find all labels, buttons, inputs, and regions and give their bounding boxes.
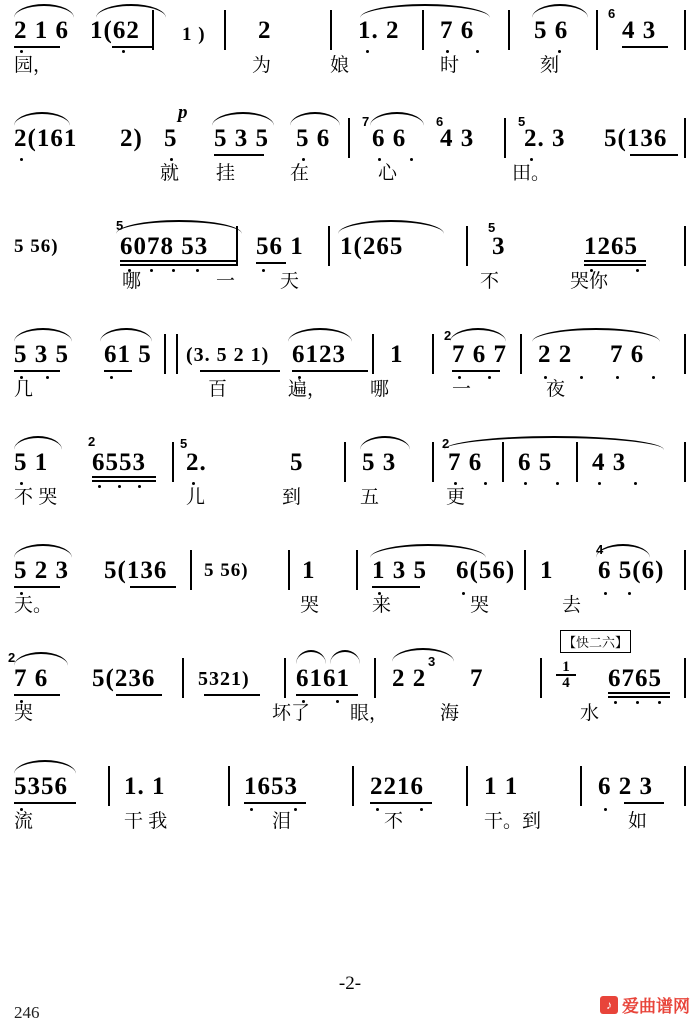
barline xyxy=(182,658,184,698)
barline xyxy=(432,334,434,374)
accidental-marker: 2 xyxy=(88,434,96,449)
beam-line xyxy=(296,694,358,696)
barline xyxy=(520,334,522,374)
accidental-marker: 2 xyxy=(8,650,16,665)
beam-line xyxy=(120,264,238,266)
beam-line xyxy=(452,370,500,372)
note-group: 5(136 xyxy=(604,125,668,152)
slur-arc xyxy=(532,4,588,18)
lyric-text: 不 哭 xyxy=(14,487,58,508)
note-group: 1(62 xyxy=(90,17,140,44)
barline xyxy=(684,658,686,698)
lyric-text: 更 xyxy=(446,487,466,508)
octave-dot xyxy=(170,158,173,161)
note-group: 7 6 xyxy=(440,17,475,44)
notes-row xyxy=(0,540,700,594)
note-group: 1. 2 xyxy=(358,17,400,44)
music-system xyxy=(0,216,700,324)
lyric-text: 泪 xyxy=(272,811,292,832)
note-group: 5 xyxy=(164,125,178,152)
accidental-marker: 3 xyxy=(428,654,436,669)
lyric-text: 流 xyxy=(14,811,34,832)
note-group: 5 6 xyxy=(534,17,569,44)
music-system xyxy=(0,432,700,540)
beam-line xyxy=(130,586,176,588)
lyric-text: 哭你 xyxy=(570,271,609,292)
slur-arc xyxy=(14,112,70,126)
beam-line xyxy=(200,370,280,372)
barline xyxy=(328,226,330,266)
barline xyxy=(684,550,686,590)
beam-line xyxy=(256,262,286,264)
beam-line xyxy=(92,480,156,482)
music-system xyxy=(0,0,700,108)
beam-line xyxy=(116,694,162,696)
note-group: 5(236 xyxy=(92,665,156,692)
lyric-text: 夜 xyxy=(546,379,566,400)
note-group: 6(56) xyxy=(456,557,516,584)
lyric-text: 哭 xyxy=(470,595,490,616)
beam-line xyxy=(292,370,368,372)
lyric-text: 一 xyxy=(216,271,236,292)
slur-arc xyxy=(14,544,72,558)
beam-line xyxy=(608,696,670,698)
slur-arc xyxy=(338,220,444,234)
octave-dot xyxy=(598,482,601,485)
lyric-text: 哭 xyxy=(14,703,34,724)
note-group: 6 5(6) xyxy=(598,557,665,584)
dynamic-marking: p xyxy=(178,102,188,123)
barline xyxy=(596,10,598,50)
meter-denominator: 4 xyxy=(556,674,576,690)
beam-line xyxy=(244,802,306,804)
octave-dot xyxy=(446,50,449,53)
note-group: 5 6 xyxy=(296,125,331,152)
beam-line xyxy=(92,476,156,478)
barline xyxy=(374,658,376,698)
lyric-text: 田。 xyxy=(512,163,551,184)
beam-line xyxy=(14,694,60,696)
slur-arc xyxy=(360,436,410,450)
lyric-text: 哪 xyxy=(370,379,390,400)
lyric-row xyxy=(0,270,700,300)
octave-dot xyxy=(476,50,479,53)
notes-row xyxy=(0,432,700,486)
lyric-text: 天 xyxy=(280,271,300,292)
lyric-text: 遍， xyxy=(288,379,327,400)
lyric-row xyxy=(0,594,700,624)
note-group: 7 6 xyxy=(448,449,483,476)
barline xyxy=(344,442,346,482)
lyric-text: 不 xyxy=(384,811,404,832)
note-group: 5 xyxy=(290,449,304,476)
note-group: 5 2 3 xyxy=(14,557,69,584)
lyric-text: 哪 xyxy=(122,271,142,292)
lyric-text: 如 xyxy=(628,811,648,832)
lyric-row xyxy=(0,486,700,516)
note-group: 2 2 xyxy=(538,341,573,368)
barline xyxy=(684,10,686,50)
lyric-text: 天。 xyxy=(14,595,53,616)
note-group: 6553 xyxy=(92,449,146,476)
slur-arc xyxy=(370,112,424,126)
note-group: 5 1 xyxy=(14,449,49,476)
barline xyxy=(176,334,178,374)
beam-line xyxy=(120,260,238,262)
barline xyxy=(576,442,578,482)
accidental-marker: 5 xyxy=(488,220,496,235)
notes-row xyxy=(0,635,700,702)
slur-arc xyxy=(100,328,152,342)
barline xyxy=(684,334,686,374)
slur-arc xyxy=(288,328,352,342)
lyric-text: 一 xyxy=(452,379,472,400)
beam-line xyxy=(14,802,76,804)
accidental-marker: 6 xyxy=(436,114,444,129)
accidental-marker: 2 xyxy=(444,328,452,343)
barline xyxy=(356,550,358,590)
note-group: 6 5 xyxy=(518,449,553,476)
accidental-marker: 4 xyxy=(596,542,604,557)
lyric-row xyxy=(0,378,700,408)
lyric-text: 园， xyxy=(14,55,53,76)
note-group: 6161 xyxy=(296,665,350,692)
lyric-text: 眼， xyxy=(350,703,389,724)
barline xyxy=(372,334,374,374)
lyric-text: 百 xyxy=(208,379,228,400)
note-group: 3 xyxy=(492,233,506,260)
slur-arc xyxy=(212,112,274,126)
barline xyxy=(466,226,468,266)
tempo-marking: 【快二六】 xyxy=(560,630,631,653)
notes-row xyxy=(0,324,700,378)
note-group: 6 6 xyxy=(372,125,407,152)
barline xyxy=(432,442,434,482)
octave-dot xyxy=(558,50,561,53)
lyric-text: 干 我 xyxy=(124,811,168,832)
beam-line xyxy=(214,154,264,156)
note-group: 6 2 3 xyxy=(598,773,653,800)
note-group: 5 56) xyxy=(204,560,249,581)
beam-line xyxy=(584,264,646,266)
note-group: (3. 5 2 1) xyxy=(186,344,270,366)
watermark-text: 爱曲谱网 xyxy=(622,997,690,1016)
octave-dot xyxy=(122,50,125,53)
barline xyxy=(224,10,226,50)
note-group: 5 3 xyxy=(362,449,397,476)
octave-dot xyxy=(524,482,527,485)
note-group: 1. 1 xyxy=(124,773,166,800)
slur-arc xyxy=(370,544,486,558)
music-system xyxy=(0,102,700,216)
notes-row xyxy=(0,102,700,162)
lyric-text: 时 xyxy=(440,55,460,76)
lyric-text: 不 xyxy=(480,271,500,292)
slur-arc xyxy=(360,4,490,18)
beam-line xyxy=(204,694,260,696)
beam-line xyxy=(104,370,132,372)
octave-dot xyxy=(378,158,381,161)
beam-line xyxy=(14,586,60,588)
lyric-text: 儿 xyxy=(186,487,206,508)
lyric-row xyxy=(0,54,700,84)
note-group: 7 6 7 xyxy=(452,341,507,368)
accidental-marker: 7 xyxy=(362,114,370,129)
barline xyxy=(352,766,354,806)
notes-row xyxy=(0,216,700,270)
note-group: 4 3 xyxy=(440,125,475,152)
lyric-row xyxy=(0,810,700,840)
slur-arc xyxy=(14,328,72,342)
music-note-icon: ♪ xyxy=(600,996,618,1014)
note-group: 5 56) xyxy=(14,236,59,257)
music-system xyxy=(0,324,700,432)
slur-arc xyxy=(14,760,76,774)
octave-dot xyxy=(634,482,637,485)
beam-line xyxy=(584,260,646,262)
note-group: 5 3 5 xyxy=(14,341,69,368)
note-group: 1 1 xyxy=(484,773,519,800)
barline xyxy=(540,658,542,698)
octave-dot xyxy=(484,482,487,485)
note-group: 5 3 5 xyxy=(214,125,269,152)
lyric-text: 为 xyxy=(252,55,272,76)
barline xyxy=(228,766,230,806)
slur-arc xyxy=(116,220,242,234)
octave-dot xyxy=(20,482,23,485)
barline xyxy=(152,10,154,50)
note-group: 2. 3 xyxy=(524,125,566,152)
lyric-text: 心 xyxy=(378,163,398,184)
barline xyxy=(190,550,192,590)
notes-row xyxy=(0,756,700,810)
barline xyxy=(684,226,686,266)
lyric-text: 来 xyxy=(372,595,392,616)
octave-dot xyxy=(366,50,369,53)
corner-page-number: 246 xyxy=(14,1003,40,1022)
slur-arc xyxy=(392,648,454,662)
site-watermark xyxy=(600,992,690,1017)
note-group: 4 3 xyxy=(622,17,657,44)
barline xyxy=(164,334,166,374)
meter-numerator: 1 xyxy=(562,659,570,675)
beam-line xyxy=(14,370,60,372)
note-group: 5321) xyxy=(198,668,250,690)
lyric-text: 挂 xyxy=(216,163,236,184)
barline xyxy=(330,10,332,50)
lyric-text: 水 xyxy=(580,703,600,724)
accidental-marker: 6 xyxy=(608,6,616,21)
slur-arc xyxy=(444,436,664,450)
lyric-text: 哭 xyxy=(300,595,320,616)
accidental-marker: 5 xyxy=(116,218,124,233)
note-group: 7 6 xyxy=(14,665,49,692)
lyric-text: 就 xyxy=(160,163,180,184)
octave-dot xyxy=(556,482,559,485)
slur-arc xyxy=(290,112,340,126)
barline xyxy=(684,118,686,158)
lyric-text: 到 xyxy=(282,487,302,508)
lyric-text: 坏了 xyxy=(272,703,311,724)
notes-row xyxy=(0,0,700,54)
octave-dot xyxy=(410,158,413,161)
barline xyxy=(504,118,506,158)
beam-line xyxy=(608,692,670,694)
octave-dot xyxy=(20,50,23,53)
note-group: 61 5 xyxy=(104,341,152,368)
lyric-text: 海 xyxy=(440,703,460,724)
note-group: 5(136 xyxy=(104,557,168,584)
slur-arc xyxy=(14,652,68,666)
note-group: 1 3 5 xyxy=(372,557,427,584)
accidental-marker: 2 xyxy=(442,436,450,451)
slur-arc xyxy=(296,650,326,664)
note-group: 1 xyxy=(390,341,404,368)
accidental-marker: 5 xyxy=(180,436,188,451)
note-group: 4 3 xyxy=(592,449,627,476)
barline xyxy=(284,658,286,698)
note-group: 5356 xyxy=(14,773,68,800)
barline xyxy=(236,226,238,266)
barline xyxy=(288,550,290,590)
note-group: 7 6 xyxy=(610,341,645,368)
lyric-text: 娘 xyxy=(330,55,350,76)
slur-arc xyxy=(14,436,62,450)
barline xyxy=(684,442,686,482)
beam-line xyxy=(372,586,420,588)
barline xyxy=(502,442,504,482)
note-group: 1 xyxy=(540,557,554,584)
note-group: 1 xyxy=(302,557,316,584)
barline xyxy=(684,766,686,806)
barline xyxy=(172,442,174,482)
music-system xyxy=(0,635,700,756)
note-group: 2) xyxy=(120,125,143,152)
octave-dot xyxy=(530,158,533,161)
note-group: 2. xyxy=(186,449,207,476)
slur-arc xyxy=(450,328,506,342)
slur-arc xyxy=(596,544,650,558)
lyric-text: 去 xyxy=(562,595,582,616)
beam-line xyxy=(630,154,678,156)
lyric-text: 五 xyxy=(360,487,380,508)
music-system xyxy=(0,756,700,864)
beam-line xyxy=(624,802,664,804)
lyric-text: 刻 xyxy=(540,55,560,76)
barline xyxy=(580,766,582,806)
barline xyxy=(422,10,424,50)
note-group: 1265 xyxy=(584,233,638,260)
slur-arc xyxy=(96,4,166,18)
lyric-text: 干。到 xyxy=(484,811,542,832)
octave-dot xyxy=(302,158,305,161)
octave-dot xyxy=(192,482,195,485)
barline xyxy=(108,766,110,806)
note-group: 1 ) xyxy=(182,24,206,45)
page-number: -2- xyxy=(338,973,362,994)
barline xyxy=(466,766,468,806)
note-group: 2(161 xyxy=(14,125,78,152)
beam-line xyxy=(14,46,60,48)
barline xyxy=(524,550,526,590)
slur-arc xyxy=(330,650,360,664)
note-group: 6078 53 xyxy=(120,233,209,260)
octave-dot xyxy=(20,158,23,161)
note-group: 6765 xyxy=(608,665,662,692)
lyric-row xyxy=(0,702,700,732)
note-group: 1(265 xyxy=(340,233,404,260)
lyric-row xyxy=(0,162,700,192)
lyric-text: 几 xyxy=(14,379,34,400)
note-group: 2 xyxy=(258,17,272,44)
lyric-text: 在 xyxy=(290,163,310,184)
note-group: 7 xyxy=(470,665,484,692)
barline xyxy=(508,10,510,50)
note-group: 2216 xyxy=(370,773,424,800)
beam-line xyxy=(622,46,668,48)
slur-arc xyxy=(14,4,74,18)
beam-line xyxy=(370,802,432,804)
note-group: 2 1 6 xyxy=(14,17,69,44)
barline xyxy=(348,118,350,158)
slur-arc xyxy=(532,328,660,342)
octave-dot xyxy=(454,482,457,485)
accidental-marker: 5 xyxy=(518,114,526,129)
note-group: 2 2 xyxy=(392,665,427,692)
note-group: 6123 xyxy=(292,341,346,368)
beam-line xyxy=(112,46,152,48)
note-group: 1653 xyxy=(244,773,298,800)
note-group: 56 1 xyxy=(256,233,304,260)
